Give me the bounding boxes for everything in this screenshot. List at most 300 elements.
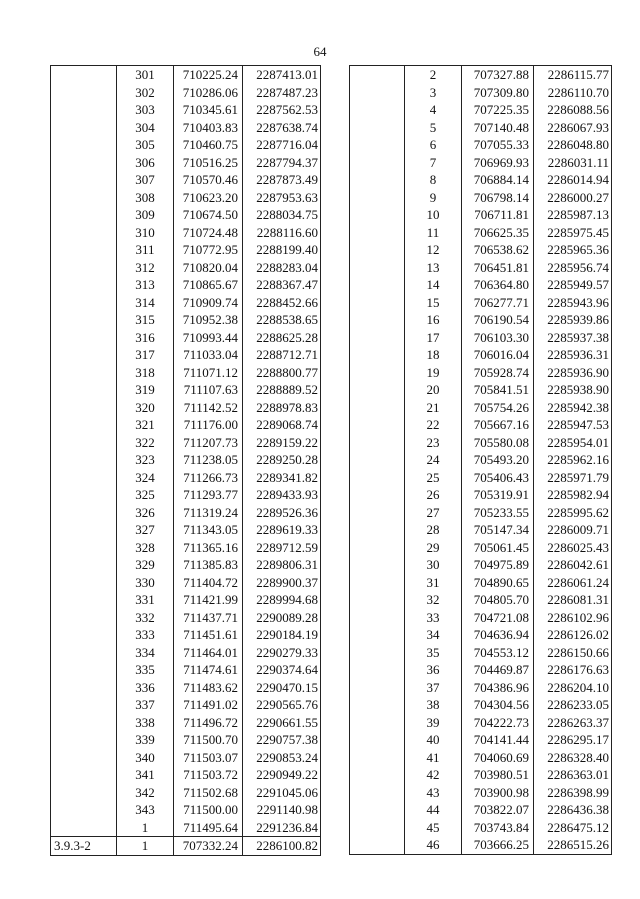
point-number-cell: 19 bbox=[405, 364, 462, 382]
section-code-cell bbox=[51, 399, 117, 417]
x-coordinate-cell: 710460.75 bbox=[174, 136, 243, 154]
x-coordinate-cell: 704222.73 bbox=[462, 714, 534, 732]
y-coordinate-cell: 2286150.66 bbox=[534, 644, 612, 662]
y-coordinate-cell: 2290279.33 bbox=[243, 644, 321, 662]
x-coordinate-cell: 704805.70 bbox=[462, 591, 534, 609]
table-row bbox=[51, 136, 321, 154]
y-coordinate-cell: 2289712.59 bbox=[243, 539, 321, 557]
section-code-cell bbox=[350, 486, 405, 504]
point-number-cell: 45 bbox=[405, 819, 462, 837]
table-row bbox=[350, 451, 612, 469]
y-coordinate-cell: 2287794.37 bbox=[243, 154, 321, 172]
point-number-cell: 320 bbox=[117, 399, 174, 417]
x-coordinate-cell: 703900.98 bbox=[462, 784, 534, 802]
section-code-cell bbox=[51, 171, 117, 189]
point-number-cell: 301 bbox=[117, 66, 174, 84]
point-number-cell: 9 bbox=[405, 189, 462, 207]
x-coordinate-cell: 704060.69 bbox=[462, 749, 534, 767]
point-number-cell: 341 bbox=[117, 766, 174, 784]
y-coordinate-cell: 2288712.71 bbox=[243, 346, 321, 364]
x-coordinate-cell: 706103.30 bbox=[462, 329, 534, 347]
point-number-cell: 309 bbox=[117, 206, 174, 224]
point-number-cell: 329 bbox=[117, 556, 174, 574]
table-row bbox=[51, 679, 321, 697]
point-number-cell: 39 bbox=[405, 714, 462, 732]
table-row bbox=[350, 434, 612, 452]
point-number-cell: 34 bbox=[405, 626, 462, 644]
section-code-cell bbox=[51, 591, 117, 609]
x-coordinate-cell: 710952.38 bbox=[174, 311, 243, 329]
table-row bbox=[51, 346, 321, 364]
point-number-cell: 10 bbox=[405, 206, 462, 224]
section-code-cell bbox=[350, 399, 405, 417]
point-number-cell: 340 bbox=[117, 749, 174, 767]
point-number-cell: 12 bbox=[405, 241, 462, 259]
section-code-cell bbox=[350, 556, 405, 574]
y-coordinate-cell: 2286363.01 bbox=[534, 766, 612, 784]
y-coordinate-cell: 2285938.90 bbox=[534, 381, 612, 399]
section-code-cell bbox=[51, 224, 117, 242]
section-code-cell bbox=[350, 434, 405, 452]
section-code-cell bbox=[350, 416, 405, 434]
x-coordinate-cell: 710403.83 bbox=[174, 119, 243, 137]
section-code-cell bbox=[350, 714, 405, 732]
section-code-cell bbox=[350, 679, 405, 697]
section-code-cell bbox=[350, 469, 405, 487]
y-coordinate-cell: 2286328.40 bbox=[534, 749, 612, 767]
table-row bbox=[51, 504, 321, 522]
table-row bbox=[350, 346, 612, 364]
table-row bbox=[51, 259, 321, 277]
y-coordinate-cell: 2290949.22 bbox=[243, 766, 321, 784]
y-coordinate-cell: 2289619.33 bbox=[243, 521, 321, 539]
table-row bbox=[350, 84, 612, 102]
x-coordinate-cell: 705147.34 bbox=[462, 521, 534, 539]
x-coordinate-cell: 710909.74 bbox=[174, 294, 243, 312]
point-number-cell: 16 bbox=[405, 311, 462, 329]
y-coordinate-cell: 2286042.61 bbox=[534, 556, 612, 574]
table-row bbox=[350, 731, 612, 749]
table-row bbox=[51, 837, 321, 856]
table-row bbox=[51, 171, 321, 189]
y-coordinate-cell: 2288538.65 bbox=[243, 311, 321, 329]
section-code-cell bbox=[350, 539, 405, 557]
table-row bbox=[51, 609, 321, 627]
x-coordinate-cell: 706538.62 bbox=[462, 241, 534, 259]
point-number-cell: 324 bbox=[117, 469, 174, 487]
table-row bbox=[51, 434, 321, 452]
section-code-cell bbox=[51, 154, 117, 172]
section-code-cell bbox=[51, 556, 117, 574]
section-code-cell bbox=[350, 381, 405, 399]
point-number-cell: 339 bbox=[117, 731, 174, 749]
point-number-cell: 304 bbox=[117, 119, 174, 137]
y-coordinate-cell: 2286067.93 bbox=[534, 119, 612, 137]
table-row bbox=[350, 469, 612, 487]
section-code-cell bbox=[350, 609, 405, 627]
point-number-cell: 316 bbox=[117, 329, 174, 347]
x-coordinate-cell: 704721.08 bbox=[462, 609, 534, 627]
point-number-cell: 46 bbox=[405, 836, 462, 854]
y-coordinate-cell: 2286263.37 bbox=[534, 714, 612, 732]
table-row bbox=[350, 819, 612, 837]
x-coordinate-cell: 710820.04 bbox=[174, 259, 243, 277]
y-coordinate-cell: 2289900.37 bbox=[243, 574, 321, 592]
y-coordinate-cell: 2285936.31 bbox=[534, 346, 612, 364]
y-coordinate-cell: 2286102.96 bbox=[534, 609, 612, 627]
point-number-cell: 32 bbox=[405, 591, 462, 609]
section-code-cell bbox=[350, 626, 405, 644]
point-number-cell: 302 bbox=[117, 84, 174, 102]
x-coordinate-cell: 705319.91 bbox=[462, 486, 534, 504]
section-code-cell bbox=[350, 784, 405, 802]
table-row bbox=[350, 784, 612, 802]
x-coordinate-cell: 704975.89 bbox=[462, 556, 534, 574]
section-code-cell bbox=[51, 346, 117, 364]
x-coordinate-cell: 706884.14 bbox=[462, 171, 534, 189]
x-coordinate-cell: 711176.00 bbox=[174, 416, 243, 434]
point-number-cell: 40 bbox=[405, 731, 462, 749]
point-number-cell: 331 bbox=[117, 591, 174, 609]
point-number-cell: 311 bbox=[117, 241, 174, 259]
y-coordinate-cell: 2286398.99 bbox=[534, 784, 612, 802]
point-number-cell: 319 bbox=[117, 381, 174, 399]
y-coordinate-cell: 2286000.27 bbox=[534, 189, 612, 207]
table-row bbox=[350, 574, 612, 592]
point-number-cell: 31 bbox=[405, 574, 462, 592]
table-row bbox=[350, 539, 612, 557]
point-number-cell: 42 bbox=[405, 766, 462, 784]
y-coordinate-cell: 2285947.53 bbox=[534, 416, 612, 434]
table-row bbox=[350, 486, 612, 504]
table-row bbox=[350, 749, 612, 767]
point-number-cell: 314 bbox=[117, 294, 174, 312]
x-coordinate-cell: 703822.07 bbox=[462, 801, 534, 819]
y-coordinate-cell: 2287953.63 bbox=[243, 189, 321, 207]
point-number-cell: 326 bbox=[117, 504, 174, 522]
y-coordinate-cell: 2288199.40 bbox=[243, 241, 321, 259]
table-row bbox=[350, 836, 612, 854]
point-number-cell: 43 bbox=[405, 784, 462, 802]
y-coordinate-cell: 2285949.57 bbox=[534, 276, 612, 294]
section-code-cell bbox=[350, 644, 405, 662]
y-coordinate-cell: 2286126.02 bbox=[534, 626, 612, 644]
x-coordinate-cell: 707327.88 bbox=[462, 66, 534, 84]
section-code-cell bbox=[350, 696, 405, 714]
section-code-cell bbox=[51, 766, 117, 784]
table-row bbox=[350, 696, 612, 714]
table-row bbox=[350, 661, 612, 679]
point-number-cell: 338 bbox=[117, 714, 174, 732]
y-coordinate-cell: 2289433.93 bbox=[243, 486, 321, 504]
y-coordinate-cell: 2290184.19 bbox=[243, 626, 321, 644]
table-row bbox=[51, 399, 321, 417]
y-coordinate-cell: 2286061.24 bbox=[534, 574, 612, 592]
section-code-cell bbox=[51, 784, 117, 802]
section-code-cell bbox=[51, 66, 117, 84]
section-code-cell bbox=[51, 749, 117, 767]
point-number-cell: 312 bbox=[117, 259, 174, 277]
point-number-cell: 25 bbox=[405, 469, 462, 487]
table-row bbox=[51, 224, 321, 242]
point-number-cell: 21 bbox=[405, 399, 462, 417]
point-number-cell: 23 bbox=[405, 434, 462, 452]
table-row bbox=[350, 66, 612, 84]
x-coordinate-cell: 711496.72 bbox=[174, 714, 243, 732]
section-code-cell bbox=[51, 259, 117, 277]
x-coordinate-cell: 704553.12 bbox=[462, 644, 534, 662]
table-row bbox=[350, 521, 612, 539]
y-coordinate-cell: 2288452.66 bbox=[243, 294, 321, 312]
table-row bbox=[51, 731, 321, 749]
table-row bbox=[350, 311, 612, 329]
x-coordinate-cell: 710225.24 bbox=[174, 66, 243, 84]
y-coordinate-cell: 2290470.15 bbox=[243, 679, 321, 697]
y-coordinate-cell: 2289341.82 bbox=[243, 469, 321, 487]
table-row bbox=[51, 819, 321, 837]
table-row bbox=[51, 241, 321, 259]
y-coordinate-cell: 2289994.68 bbox=[243, 591, 321, 609]
y-coordinate-cell: 2290565.76 bbox=[243, 696, 321, 714]
section-code-cell bbox=[350, 119, 405, 137]
section-code-cell bbox=[51, 294, 117, 312]
point-number-cell: 37 bbox=[405, 679, 462, 697]
table-row bbox=[51, 101, 321, 119]
table-row bbox=[350, 276, 612, 294]
y-coordinate-cell: 2286081.31 bbox=[534, 591, 612, 609]
y-coordinate-cell: 2285962.16 bbox=[534, 451, 612, 469]
table-row bbox=[51, 469, 321, 487]
point-number-cell: 305 bbox=[117, 136, 174, 154]
x-coordinate-cell: 704304.56 bbox=[462, 696, 534, 714]
point-number-cell: 17 bbox=[405, 329, 462, 347]
y-coordinate-cell: 2285975.45 bbox=[534, 224, 612, 242]
x-coordinate-cell: 711503.07 bbox=[174, 749, 243, 767]
section-code-cell bbox=[51, 521, 117, 539]
point-number-cell: 3 bbox=[405, 84, 462, 102]
x-coordinate-cell: 711107.63 bbox=[174, 381, 243, 399]
y-coordinate-cell: 2285954.01 bbox=[534, 434, 612, 452]
table-row bbox=[51, 66, 321, 84]
section-code-cell bbox=[51, 486, 117, 504]
table-row bbox=[350, 399, 612, 417]
section-code-cell bbox=[350, 731, 405, 749]
table-row bbox=[350, 679, 612, 697]
section-code-cell bbox=[51, 574, 117, 592]
x-coordinate-cell: 706969.93 bbox=[462, 154, 534, 172]
section-code-cell bbox=[51, 661, 117, 679]
table-row bbox=[51, 294, 321, 312]
y-coordinate-cell: 2286436.38 bbox=[534, 801, 612, 819]
x-coordinate-cell: 705233.55 bbox=[462, 504, 534, 522]
section-code-cell bbox=[350, 661, 405, 679]
section-code-cell bbox=[51, 101, 117, 119]
table-row bbox=[350, 381, 612, 399]
point-number-cell: 26 bbox=[405, 486, 462, 504]
x-coordinate-cell: 711385.83 bbox=[174, 556, 243, 574]
y-coordinate-cell: 2290757.38 bbox=[243, 731, 321, 749]
x-coordinate-cell: 710516.25 bbox=[174, 154, 243, 172]
table-row bbox=[350, 154, 612, 172]
table-row bbox=[350, 294, 612, 312]
point-number-cell: 44 bbox=[405, 801, 462, 819]
y-coordinate-cell: 2286204.10 bbox=[534, 679, 612, 697]
y-coordinate-cell: 2286088.56 bbox=[534, 101, 612, 119]
x-coordinate-cell: 710286.06 bbox=[174, 84, 243, 102]
x-coordinate-cell: 710623.20 bbox=[174, 189, 243, 207]
point-number-cell: 24 bbox=[405, 451, 462, 469]
x-coordinate-cell: 711404.72 bbox=[174, 574, 243, 592]
point-number-cell: 13 bbox=[405, 259, 462, 277]
table-row bbox=[350, 259, 612, 277]
point-number-cell: 11 bbox=[405, 224, 462, 242]
table-row bbox=[51, 486, 321, 504]
table-row bbox=[51, 626, 321, 644]
point-number-cell: 5 bbox=[405, 119, 462, 137]
x-coordinate-cell: 711491.02 bbox=[174, 696, 243, 714]
table-row bbox=[51, 591, 321, 609]
point-number-cell: 30 bbox=[405, 556, 462, 574]
table-row bbox=[51, 416, 321, 434]
table-row bbox=[350, 136, 612, 154]
point-number-cell: 6 bbox=[405, 136, 462, 154]
point-number-cell: 4 bbox=[405, 101, 462, 119]
point-number-cell: 35 bbox=[405, 644, 462, 662]
section-code-cell bbox=[51, 731, 117, 749]
x-coordinate-cell: 706277.71 bbox=[462, 294, 534, 312]
point-number-cell: 337 bbox=[117, 696, 174, 714]
section-code-cell bbox=[51, 381, 117, 399]
point-number-cell: 310 bbox=[117, 224, 174, 242]
section-code-cell bbox=[350, 136, 405, 154]
x-coordinate-cell: 706711.81 bbox=[462, 206, 534, 224]
point-number-cell: 330 bbox=[117, 574, 174, 592]
section-code-cell: 3.9.3-2 bbox=[51, 837, 117, 856]
section-code-cell bbox=[350, 574, 405, 592]
section-code-cell bbox=[51, 819, 117, 837]
section-code-cell bbox=[350, 206, 405, 224]
table-row bbox=[350, 766, 612, 784]
x-coordinate-cell: 706798.14 bbox=[462, 189, 534, 207]
x-coordinate-cell: 711266.73 bbox=[174, 469, 243, 487]
y-coordinate-cell: 2286100.82 bbox=[243, 837, 321, 856]
point-number-cell: 2 bbox=[405, 66, 462, 84]
point-number-cell: 7 bbox=[405, 154, 462, 172]
section-code-cell bbox=[350, 329, 405, 347]
table-row bbox=[51, 84, 321, 102]
y-coordinate-cell: 2286025.43 bbox=[534, 539, 612, 557]
section-code-cell bbox=[51, 119, 117, 137]
x-coordinate-cell: 705493.20 bbox=[462, 451, 534, 469]
y-coordinate-cell: 2285943.96 bbox=[534, 294, 612, 312]
x-coordinate-cell: 705928.74 bbox=[462, 364, 534, 382]
x-coordinate-cell: 704386.96 bbox=[462, 679, 534, 697]
x-coordinate-cell: 706625.35 bbox=[462, 224, 534, 242]
y-coordinate-cell: 2288889.52 bbox=[243, 381, 321, 399]
y-coordinate-cell: 2289159.22 bbox=[243, 434, 321, 452]
section-code-cell bbox=[350, 259, 405, 277]
table-row bbox=[51, 329, 321, 347]
point-number-cell: 14 bbox=[405, 276, 462, 294]
table-row bbox=[350, 556, 612, 574]
x-coordinate-cell: 710724.48 bbox=[174, 224, 243, 242]
table-row bbox=[51, 206, 321, 224]
x-coordinate-cell: 705841.51 bbox=[462, 381, 534, 399]
table-row bbox=[350, 626, 612, 644]
point-number-cell: 342 bbox=[117, 784, 174, 802]
table-row bbox=[350, 801, 612, 819]
x-coordinate-cell: 706364.80 bbox=[462, 276, 534, 294]
point-number-cell: 332 bbox=[117, 609, 174, 627]
x-coordinate-cell: 704141.44 bbox=[462, 731, 534, 749]
section-code-cell bbox=[51, 609, 117, 627]
y-coordinate-cell: 2286233.05 bbox=[534, 696, 612, 714]
point-number-cell: 29 bbox=[405, 539, 462, 557]
x-coordinate-cell: 711500.70 bbox=[174, 731, 243, 749]
section-code-cell bbox=[350, 521, 405, 539]
table-row bbox=[51, 574, 321, 592]
x-coordinate-cell: 711142.52 bbox=[174, 399, 243, 417]
coordinate-table-left bbox=[50, 65, 321, 856]
y-coordinate-cell: 2289526.36 bbox=[243, 504, 321, 522]
x-coordinate-cell: 711033.04 bbox=[174, 346, 243, 364]
x-coordinate-cell: 711293.77 bbox=[174, 486, 243, 504]
section-code-cell bbox=[51, 416, 117, 434]
y-coordinate-cell: 2288034.75 bbox=[243, 206, 321, 224]
y-coordinate-cell: 2286176.63 bbox=[534, 661, 612, 679]
table-row bbox=[350, 171, 612, 189]
point-number-cell: 303 bbox=[117, 101, 174, 119]
table-row bbox=[51, 766, 321, 784]
table-row bbox=[51, 364, 321, 382]
section-code-cell bbox=[350, 451, 405, 469]
point-number-cell: 321 bbox=[117, 416, 174, 434]
table-row bbox=[350, 224, 612, 242]
x-coordinate-cell: 705406.43 bbox=[462, 469, 534, 487]
x-coordinate-cell: 710345.61 bbox=[174, 101, 243, 119]
table-row bbox=[51, 189, 321, 207]
section-code-cell bbox=[51, 451, 117, 469]
y-coordinate-cell: 2285971.79 bbox=[534, 469, 612, 487]
table-row bbox=[350, 714, 612, 732]
section-code-cell bbox=[51, 801, 117, 819]
point-number-cell: 41 bbox=[405, 749, 462, 767]
point-number-cell: 343 bbox=[117, 801, 174, 819]
table-row bbox=[350, 591, 612, 609]
point-number-cell: 313 bbox=[117, 276, 174, 294]
y-coordinate-cell: 2290853.24 bbox=[243, 749, 321, 767]
x-coordinate-cell: 710570.46 bbox=[174, 171, 243, 189]
y-coordinate-cell: 2291236.84 bbox=[243, 819, 321, 837]
section-code-cell bbox=[350, 189, 405, 207]
y-coordinate-cell: 2285936.90 bbox=[534, 364, 612, 382]
y-coordinate-cell: 2286014.94 bbox=[534, 171, 612, 189]
section-code-cell bbox=[350, 311, 405, 329]
y-coordinate-cell: 2289806.31 bbox=[243, 556, 321, 574]
table-row bbox=[51, 801, 321, 819]
section-code-cell bbox=[51, 679, 117, 697]
point-number-cell: 328 bbox=[117, 539, 174, 557]
x-coordinate-cell: 711495.64 bbox=[174, 819, 243, 837]
table-row bbox=[51, 539, 321, 557]
point-number-cell: 18 bbox=[405, 346, 462, 364]
section-code-cell bbox=[350, 819, 405, 837]
section-code-cell bbox=[51, 329, 117, 347]
x-coordinate-cell: 711238.05 bbox=[174, 451, 243, 469]
point-number-cell: 315 bbox=[117, 311, 174, 329]
section-code-cell bbox=[350, 101, 405, 119]
section-code-cell bbox=[51, 241, 117, 259]
